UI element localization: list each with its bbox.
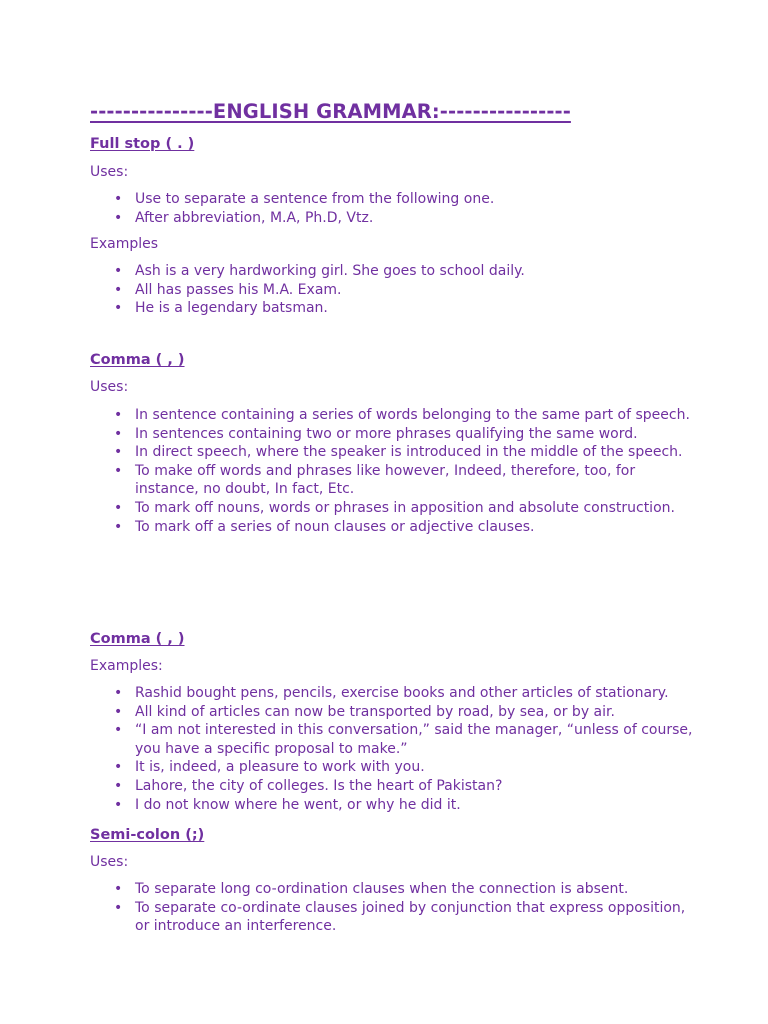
bullet-list [90, 190, 690, 227]
list-item [90, 880, 695, 899]
list-item [90, 899, 695, 936]
list-item-text: After abbreviation, M.A, Ph.D, Vtz. [135, 209, 374, 226]
bullet-icon: • [114, 407, 123, 423]
list-item [90, 425, 695, 444]
bullet-icon: • [114, 796, 123, 813]
list-item-text: “I am not interested in this conversation,” said the manager, “unless of course, you have a specific proposal to make.” [135, 722, 693, 757]
list-item-text: Lahore, the city of colleges. Is the heart of Pakistan? [135, 777, 503, 794]
list-item-text: Use to separate a sentence from the following one. [135, 191, 495, 207]
list-item [90, 684, 695, 703]
bullet-icon: • [114, 722, 123, 739]
bullet-icon: • [114, 281, 123, 298]
list-item-text: To separate long co-ordination clauses when the connection is absent. [135, 881, 629, 897]
list-item [90, 443, 695, 462]
list-item [90, 758, 695, 777]
bullet-icon: • [114, 191, 123, 207]
block-label: Uses: [90, 164, 129, 180]
list-item-text: I do not know where he went, or why he did it. [135, 796, 461, 813]
list-item-text: All kind of articles can now be transported by road, by sea, or by air. [135, 703, 615, 720]
list-item [90, 499, 695, 518]
page-title: ---------------ENGLISH GRAMMAR:---------------- [90, 100, 571, 123]
bullet-icon: • [114, 759, 123, 776]
list-item [90, 281, 695, 300]
list-item-text: Ash is a very hardworking girl. She goes to school daily. [135, 263, 525, 280]
bullet-icon: • [114, 881, 123, 897]
section-heading: Semi-colon (;) [90, 827, 205, 843]
bullet-icon: • [114, 777, 123, 794]
section-heading: Comma ( , ) [90, 352, 185, 368]
section-semicolon [90, 825, 690, 936]
list-item [90, 721, 695, 758]
list-item [90, 262, 695, 281]
list-item-text: To separate co-ordinate clauses joined by conjunction that express opposition, or introduce an interference. [135, 899, 686, 935]
bullet-icon: • [114, 462, 123, 479]
list-item [90, 190, 695, 209]
block-label: Uses: [90, 379, 129, 395]
list-item [90, 777, 695, 796]
bullet-icon: • [114, 685, 123, 701]
list-item [90, 299, 695, 318]
list-item-text: In sentence containing a series of words belonging to the same part of speech. [135, 407, 690, 423]
list-item-text: To mark off a series of noun clauses or adjective clauses. [135, 518, 535, 535]
list-item-text: Rashid bought pens, pencils, exercise books and other articles of stationary. [135, 685, 669, 701]
bullet-list [90, 406, 690, 536]
section-comma-uses [90, 350, 690, 536]
bullet-icon: • [114, 499, 123, 516]
list-item-text: To make off words and phrases like however, Indeed, therefore, too, for instance, no doubt, In fact, Etc. [135, 462, 636, 498]
list-item [90, 796, 695, 815]
block-label: Uses: [90, 854, 129, 870]
block-label: Examples: [90, 658, 163, 674]
bullet-list [90, 262, 690, 318]
bullet-icon: • [114, 899, 123, 916]
bullet-icon: • [114, 209, 123, 226]
list-item-text: To mark off nouns, words or phrases in apposition and absolute construction. [135, 499, 675, 516]
bullet-icon: • [114, 300, 123, 317]
list-item [90, 703, 695, 722]
list-item [90, 462, 695, 499]
bullet-icon: • [114, 703, 123, 720]
bullet-icon: • [114, 425, 123, 442]
section-heading: Full stop ( . ) [90, 136, 195, 152]
bullet-icon: • [114, 263, 123, 280]
list-item-text: It is, indeed, a pleasure to work with you. [135, 759, 425, 776]
bullet-icon: • [114, 444, 123, 461]
bullet-list [90, 684, 693, 814]
section-comma-examples [90, 629, 693, 814]
list-item-text: All has passes his M.A. Exam. [135, 281, 342, 298]
list-item [90, 518, 695, 537]
list-item-text: In sentences containing two or more phrases qualifying the same word. [135, 425, 638, 442]
list-item-text: In direct speech, where the speaker is introduced in the middle of the speech. [135, 444, 683, 461]
list-item-text: He is a legendary batsman. [135, 300, 328, 317]
bullet-icon: • [114, 518, 123, 535]
section-full-stop [90, 134, 690, 318]
bullet-list [90, 880, 690, 936]
list-item [90, 209, 695, 228]
block-label: Examples [90, 236, 159, 253]
section-heading: Comma ( , ) [90, 631, 185, 647]
list-item [90, 406, 695, 425]
